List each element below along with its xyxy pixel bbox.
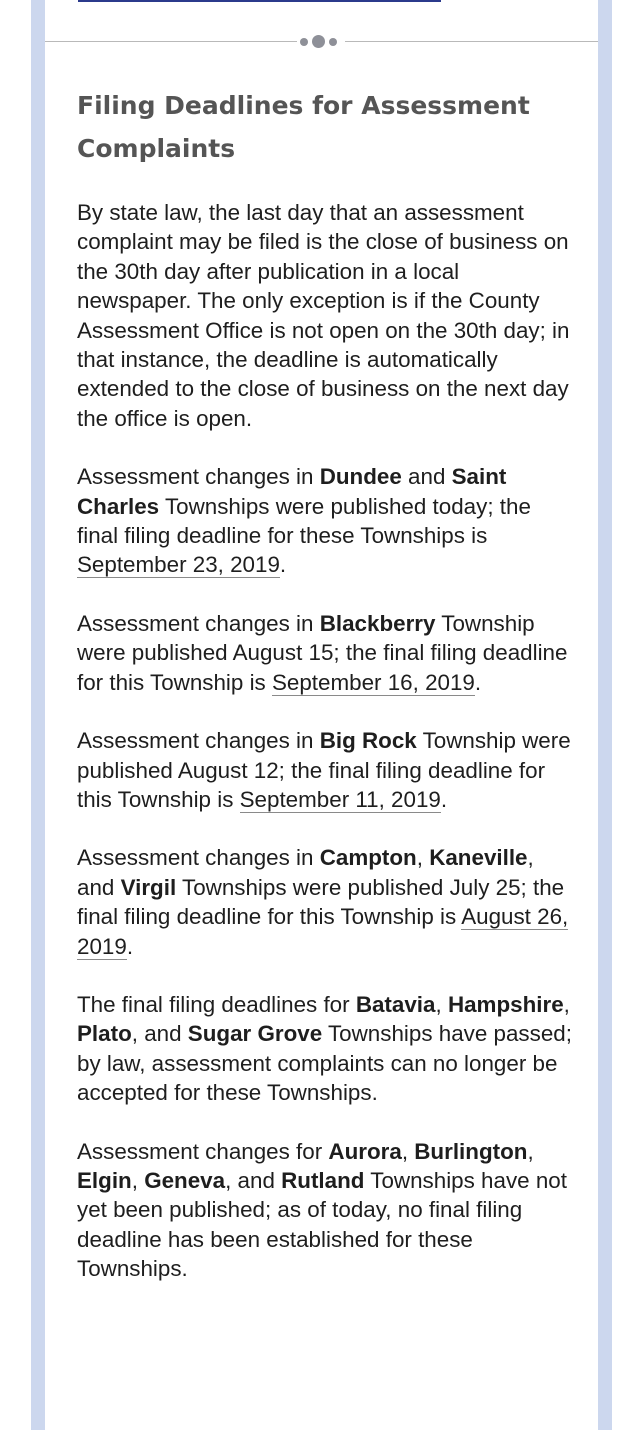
text: , <box>435 991 448 1017</box>
right-border-bar <box>598 0 612 1430</box>
text: . <box>474 669 482 695</box>
text: Township were published August 12; the final filing deadline for this Township is <box>77 728 571 812</box>
text: Townships were published today; the final filing deadline for these Townships is <box>77 493 531 549</box>
left-border-bar <box>31 0 45 1430</box>
deadline-date-link[interactable]: September 16, 2019 <box>271 669 475 695</box>
text: , <box>131 1167 145 1193</box>
township-name: Dundee <box>319 464 402 490</box>
township-name: Rutland <box>281 1167 365 1193</box>
text: , <box>416 845 430 871</box>
text: , <box>563 991 570 1017</box>
article-panel <box>45 0 598 1430</box>
divider-dot-icon <box>329 38 337 46</box>
heading-line-1: Filing Deadlines for Assessment <box>77 91 530 120</box>
township-name: Campton <box>319 845 417 871</box>
township-name: Big Rock <box>319 728 417 754</box>
text: The final filing deadlines for <box>77 991 356 1017</box>
heading-line-2: Complaints <box>77 134 236 163</box>
section-heading <box>77 84 547 170</box>
township-name: Saint Charles <box>77 464 507 519</box>
paragraph-dundee-saint-charles <box>77 462 575 580</box>
text: . <box>279 552 287 578</box>
township-name: Geneva <box>144 1167 226 1193</box>
paragraph-big-rock <box>77 726 575 814</box>
text: , and <box>225 1167 282 1193</box>
text: Townships have passed; by law, assessment complaints can no longer be accepted for these Townships. <box>77 1021 572 1106</box>
text: Assessment changes in <box>77 610 320 636</box>
township-name: Sugar Grove <box>187 1021 323 1047</box>
text: , <box>401 1138 415 1164</box>
divider-dot-icon <box>300 38 308 46</box>
divider-line-left <box>45 41 297 42</box>
text: , and <box>131 1021 188 1047</box>
text: Townships have not yet been published; as of today, no final filing deadline has been established for these Townships. <box>77 1167 567 1282</box>
paragraph-campton-kaneville-virgil <box>77 843 575 961</box>
divider-line-right <box>345 41 598 42</box>
township-name: Plato <box>77 1021 132 1047</box>
text: Assessment changes in <box>77 728 320 754</box>
township-name: Hampshire <box>447 991 564 1017</box>
township-name: Elgin <box>77 1167 132 1193</box>
section-divider <box>45 32 598 52</box>
paragraph-blackberry <box>77 609 575 697</box>
text: Assessment changes in <box>77 464 320 490</box>
deadline-date-link[interactable]: September 11, 2019 <box>239 786 441 812</box>
text: Townships were published July 25; the final filing deadline for this Township is <box>77 874 565 930</box>
deadline-date-link[interactable]: September 23, 2019 <box>77 552 280 578</box>
text: , and <box>77 845 534 900</box>
text: Township were published August 15; the final filing deadline for this Township is <box>77 610 568 695</box>
township-name: Virgil <box>120 874 177 900</box>
cut-off-link-underline[interactable] <box>78 0 441 2</box>
text: Assessment changes for <box>77 1138 329 1164</box>
intro-paragraph: By state law, the last day that an assessment complaint may be filed is the close of business on the 30th day after publication in a local newspaper. The only exception is if the County Assessment Office is not open on the 30th day; in that instance, the deadline is automatically extended to the close of business on the next day the office is open. <box>77 200 570 431</box>
deadline-date-link[interactable]: August 26, 2019 <box>77 904 569 959</box>
text: . <box>440 786 448 812</box>
text: and <box>401 464 452 490</box>
township-name: Blackberry <box>319 610 436 636</box>
township-name: Kaneville <box>429 845 528 871</box>
article-body <box>77 198 575 1313</box>
text: , <box>527 1138 534 1164</box>
paragraph-passed-deadlines <box>77 990 575 1108</box>
text: Assessment changes in <box>77 845 320 871</box>
paragraph-not-yet-published <box>77 1137 575 1284</box>
divider-dot-icon <box>312 35 325 48</box>
township-name: Aurora <box>328 1138 402 1164</box>
township-name: Batavia <box>355 991 436 1017</box>
township-name: Burlington <box>414 1138 528 1164</box>
text: . <box>126 933 134 959</box>
